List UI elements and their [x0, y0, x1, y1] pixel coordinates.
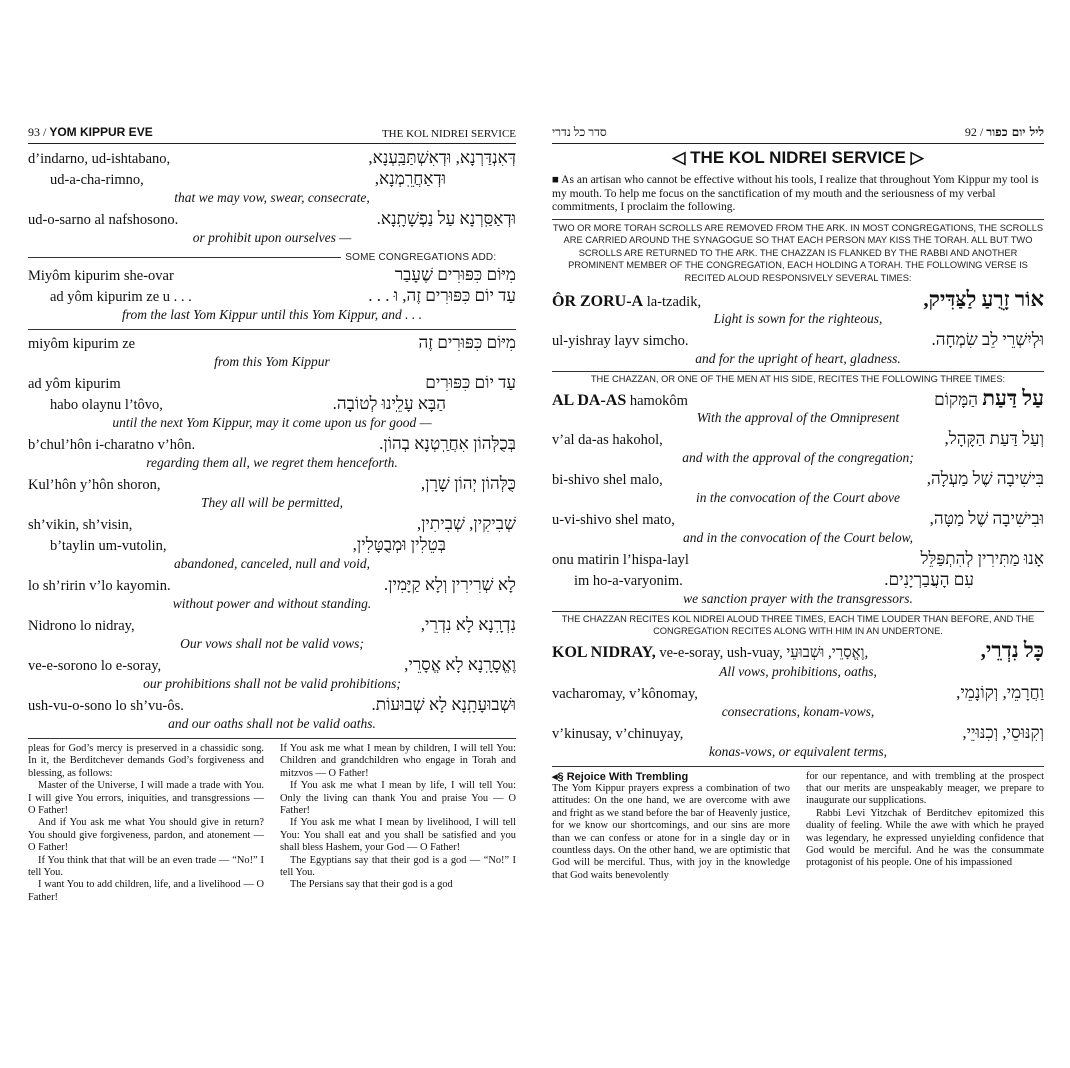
transliteration: Kul’hôn y’hôn shoron, — [28, 477, 161, 493]
transliteration: ud-a-cha-rimno, — [50, 172, 144, 188]
translation: abandoned, canceled, null and void, — [173, 556, 371, 571]
translation: and with the approval of the congregation; — [682, 449, 914, 465]
translation: All vows, prohibitions, oaths, — [719, 663, 877, 679]
prayer-line — [28, 535, 516, 556]
transliteration: habo olaynu l’tôvo, — [50, 397, 163, 413]
hebrew-text: בְּטֵלִין וּמְבֻטָּלִין, — [352, 535, 446, 554]
hebrew-text: נִדְרָֽנָא לָא נִדְרֵי, — [420, 615, 516, 634]
hebrew-text: וּבִישִׁיבָה שֶׁל מַטָּה, — [929, 508, 1044, 528]
commentary-paragraph: Master of the Universe, I will made a trade with You. I will give You errors, iniquities, and transgressions — O Father! — [28, 780, 264, 817]
transliteration: ad yôm kipurim — [28, 376, 121, 392]
prayer-line — [28, 169, 516, 190]
commentary-paragraph: And if You ask me what You should give in return? You should give forgiveness, pardon, and atonement — O Father! — [28, 817, 264, 854]
instruction: THE CHAZZAN RECITES KOL NIDREI ALOUD THREE TIMES, EACH TIME LOUDER THAN BEFORE, AND THE CONGREGATION RECITES ALONG WITH HIM IN AN UNDERTONE. — [561, 613, 1035, 636]
hebrew-text: וַחֲרָמֵי, וְקוֹנָמֵי, — [956, 682, 1044, 702]
transliteration: v’kinusay, v’chinuyay, — [552, 725, 684, 742]
commentary-paragraph: The Persians say that their god is a god — [290, 879, 453, 891]
hebrew-text: וְעַל דַּעַת הַקָּהָל, — [944, 428, 1044, 448]
hebrew-text: עִם הָעֲבַרְיָנִים. — [884, 569, 974, 589]
prayer-line — [552, 683, 1044, 704]
running-title: ליל יום כפור — [986, 125, 1044, 139]
translation: They all will be permitted, — [200, 495, 344, 510]
transliteration: miyôm kipurim ze — [28, 336, 136, 352]
prayer-line — [28, 394, 516, 415]
right-page-header — [552, 120, 1044, 140]
hebrew-text: עַד יוֹם כִּפּוּרִים — [425, 373, 516, 392]
translation: Light is sown for the righteous, — [713, 311, 883, 326]
prayer-line — [552, 723, 1044, 744]
translation: from this Yom Kippur — [214, 354, 330, 369]
translation: and our oaths shall not be valid oaths. — [168, 716, 376, 731]
prayer-line — [28, 655, 516, 676]
prayer-line — [552, 570, 1044, 591]
prayer-lines-2 — [28, 265, 516, 326]
transliteration: Miyôm kipurim she-ovar — [28, 268, 174, 284]
commentary-column — [806, 771, 1044, 883]
hebrew-text: וּשְׁבוּעָתָֽנָא לָא שְׁבוּעוֹת. — [371, 695, 516, 714]
running-title: YOM KIPPUR EVE — [49, 125, 153, 139]
commentary-column — [28, 743, 264, 904]
translation: and for the upright of heart, gladness. — [695, 351, 901, 366]
translation: in the convocation of the Court above — [696, 489, 900, 505]
commentary-heading: ◂§ Rejoice With Trembling — [552, 770, 689, 783]
commentary-paragraph: Rabbi Levi Yitzchak of Berditchev epitomized this duality of feeling. While the awe with which he prayed was legendary, he expressed unyielding confidence that God would be merciful. And he was the consummate protagonist of his people. One of his impassioned — [806, 807, 1044, 869]
prayer-line: KOL NIDRAY, ve-e-soray, ush-vuay, וֶאֱסָרֵי, וּשְׁבוּעֵי, כָּל נִדְרֵי, — [552, 637, 1044, 662]
prayer-line — [552, 429, 1044, 450]
right-page — [552, 120, 1044, 980]
page-number: / 92 — [964, 125, 984, 139]
transliteration: d’indarno, ud-ishtabano, — [28, 151, 171, 167]
transliteration: im ho-a-varyonim. — [574, 572, 683, 589]
translation: without power and without standing. — [172, 596, 372, 611]
transliteration: ad yôm kipurim ze u . . . — [50, 289, 192, 305]
translation: and in the convocation of the Court below, — [683, 529, 913, 545]
hebrew-text: דְּאִנְדַּרְנָא, וּדְאִשְׁתַּבַּֽעְנָא, — [368, 148, 516, 167]
instruction: TWO OR MORE TORAH SCROLLS ARE REMOVED FROM THE ARK. IN MOST CONGREGATIONS, THE SCROLLS ARE CARRIED AROUND THE SYNAGOGUE SO THAT EACH PERSON MAY KISS THE TORAH. ALL BUT TWO SCROLLS ARE RETURNED TO THE ARK. THE CHAZZAN IS FLANKED BY THE RABBI AND ANOTHER PROMINENT MEMBER OF THE CONGREGATION, EACH HOLDING A TORAH. THE FOLLOWING VERSE IS RECITED ALOUD RESPONSIVELY SEVERAL TIMES: — [552, 222, 1044, 283]
transliteration: lo sh’ririn v’lo kayomin. — [28, 578, 171, 594]
service-title: ◁ THE KOL NIDREI SERVICE ▷ — [672, 148, 924, 167]
instruction: THE CHAZZAN, OR ONE OF THE MEN AT HIS SIDE, RECITES THE FOLLOWING THREE TIMES: — [590, 374, 1006, 384]
transliteration: Nidrono lo nidray, — [28, 618, 135, 634]
prayer-lines — [552, 410, 1044, 610]
prayer-line — [28, 615, 516, 636]
prayer-line — [552, 549, 1044, 570]
commentary-column — [552, 783, 790, 882]
commentary-paragraph: pleas for God’s mercy is preserved in a chassidic song. In it, the Berditchever demands God’s forgiveness and blessing, as follows: — [28, 743, 264, 779]
commentary-paragraph: The Yom Kippur prayers express a combination of two attitudes: On the one hand, we are overcome with awe and fright as we stand before the bar of Heavenly justice, for we know our shortcomings, and our sins are more than we can confess or atone for in a single day or in countless days. On the other hand, we are optimistic that God will be merciful. Thus, with joy in the knowledge that God waits benevolently — [552, 782, 790, 881]
transliteration: ve-e-sorono lo e-soray, — [28, 658, 162, 674]
commentary-paragraph: I want You to add children, life, and a livelihood — O Father! — [28, 879, 264, 903]
commentary — [28, 743, 516, 904]
hebrew-text: מִיּוֹם כִּפּוּרִים שֶׁעָבַר — [394, 265, 516, 284]
prayer-line — [552, 509, 1044, 530]
translation: or prohibit upon ourselves — — [192, 230, 352, 245]
translation: Our vows shall not be valid vows; — [180, 636, 364, 651]
hebrew-text: הַבָּא עָלֵֽינוּ לְטוֹבָה. — [332, 394, 446, 413]
prayer-lines-1 — [28, 148, 516, 249]
hebrew-text: וּדְאַחֲרֵֽמְנָא, — [374, 169, 446, 188]
hebrew-text: לָא שְׁרִירִין וְלָא קַיָּמִין. — [383, 575, 516, 594]
page-number: 93 / — [28, 125, 47, 139]
prayer-line — [28, 695, 516, 716]
transliteration: ud-o-sarno al nafshosono. — [28, 212, 179, 228]
transliteration: onu matirin l’hispa-layl — [552, 551, 689, 568]
prayer-line — [28, 333, 516, 354]
translation: our prohibitions shall not be valid prohibitions; — [143, 676, 401, 691]
hebrew-text: כֻּלְּהוֹן יְהוֹן שָׁרָן, — [420, 474, 516, 493]
prayer-lines-3 — [28, 333, 516, 735]
section-title: THE KOL NIDREI SERVICE — [381, 128, 516, 140]
some-congregations-divider: SOME CONGREGATIONS ADD: — [28, 249, 516, 265]
commentary-paragraph: If You ask me what I mean by livelihood, I will tell You: You shall eat and you shall be satisfied and you shall bless Hashem, your God — O Father! — [280, 817, 516, 854]
hebrew-text: שְׁבִיקִין, שְׁבִיתִין, — [416, 514, 516, 533]
left-page — [28, 120, 516, 980]
hebrew-text: בִּישִׁיבָה שֶׁל מַעְלָה, — [926, 468, 1044, 488]
transliteration: vacharomay, v’kônomay, — [552, 685, 698, 702]
transliteration: bi-shivo shel malo, — [552, 471, 663, 488]
section-title: סדר כל נדרי — [552, 125, 607, 139]
commentary-paragraph: If You ask me what I mean by children, I will tell You: Children and grandchildren who engage in Torah and mitzvos — O Father! — [280, 743, 516, 779]
prayer-line — [28, 286, 516, 307]
translation: we sanction prayer with the transgressors. — [683, 590, 913, 606]
commentary-paragraph: for our repentance, and with trembling at the prospect that our merits are unspeakably meager, we prepare to inaugurate our supplications. — [806, 770, 1044, 807]
hebrew-text: בְּכֻלְּהוֹן אִחֲרַֽטְנָא בְהוֹן. — [379, 434, 516, 453]
transliteration: b’taylin um-vutolin, — [50, 538, 167, 554]
prayer-line: AL DA-AS hamokôm עַל דַּעַת הַמָּקוֹם — [552, 385, 1044, 410]
transliteration: v’al da-as hakohol, — [552, 431, 663, 448]
translation: konas-vows, or equivalent terms, — [708, 743, 888, 759]
transliteration: u-vi-shivo shel mato, — [552, 511, 675, 528]
prayer-line — [28, 209, 516, 230]
left-page-header — [28, 120, 516, 140]
prayer-line: ÔR ZORU-A la-tzadik, אוֹר זָרֻעַ לַצַּדִּיק, — [552, 287, 1044, 311]
commentary-paragraph: The Egyptians say that their god is a god — “No!” I tell You. — [280, 854, 516, 879]
translation: that we may vow, swear, consecrate, — [174, 190, 370, 205]
prayer-line — [28, 575, 516, 596]
prayer-line — [28, 474, 516, 495]
hebrew-text: וְקִנּוּסֵי, וְכִנּוּיֵי, — [962, 722, 1044, 742]
translation: With the approval of the Omnipresent — [696, 409, 900, 425]
prayer-line — [28, 148, 516, 169]
commentary-paragraph: If You ask me what I mean by life, I will tell You: Only the living can thank You and praise You — O Father! — [280, 780, 516, 817]
prayer-line: ul-yishray layv simcho. וּלְיִשְׁרֵי לֵב שִׂמְחָה. — [552, 330, 1044, 349]
commentary-column — [280, 743, 516, 904]
hebrew-text: עַד יוֹם כִּפּוּרִים זֶה, וּ . . . — [368, 286, 516, 305]
transliteration: ush-vu-o-sono lo sh’vu-ôs. — [28, 698, 184, 714]
intro-paragraph: ■ As an artisan who cannot be effective without his tools, I realize that throughout Yom Kippur my tool is my mouth. To help me focus on the sanctification of my mouth and the seriousness of my verbal commitments, I proclaim the following. — [552, 174, 1039, 213]
prayer-line — [28, 434, 516, 455]
hebrew-text: וּדְאַסַּֽרְנָא עַל נַפְשָׁתָֽנָא. — [376, 209, 516, 228]
transliteration: sh’vikin, sh’visin, — [28, 517, 133, 533]
hebrew-text: וֶאֱסָרָֽנָא לָא אֱסָרֵי, — [404, 655, 516, 674]
translation: regarding them all, we regret them henceforth. — [146, 455, 398, 470]
hebrew-text: מִיּוֹם כִּפּוּרִים זֶה — [418, 333, 516, 352]
translation: from the last Yom Kippur until this Yom Kippur, and . . . — [121, 307, 423, 322]
prayer-line — [28, 373, 516, 394]
prayer-line — [28, 265, 516, 286]
hebrew-text: אָנוּ מַתִּירִין לְהִתְפַּלֵּל — [920, 548, 1044, 568]
translation: until the next Yom Kippur, may it come upon us for good — — [112, 415, 432, 430]
commentary — [552, 771, 1044, 883]
prayer-line — [552, 469, 1044, 490]
prayer-lines-2 — [552, 664, 1044, 763]
translation: consecrations, konam-vows, — [721, 703, 875, 719]
transliteration: b’chul’hôn i-charatno v’hôn. — [28, 437, 196, 453]
prayer-line — [28, 514, 516, 535]
commentary-paragraph: If You think that that will be an even trade — “No!” I tell You. — [28, 854, 264, 879]
